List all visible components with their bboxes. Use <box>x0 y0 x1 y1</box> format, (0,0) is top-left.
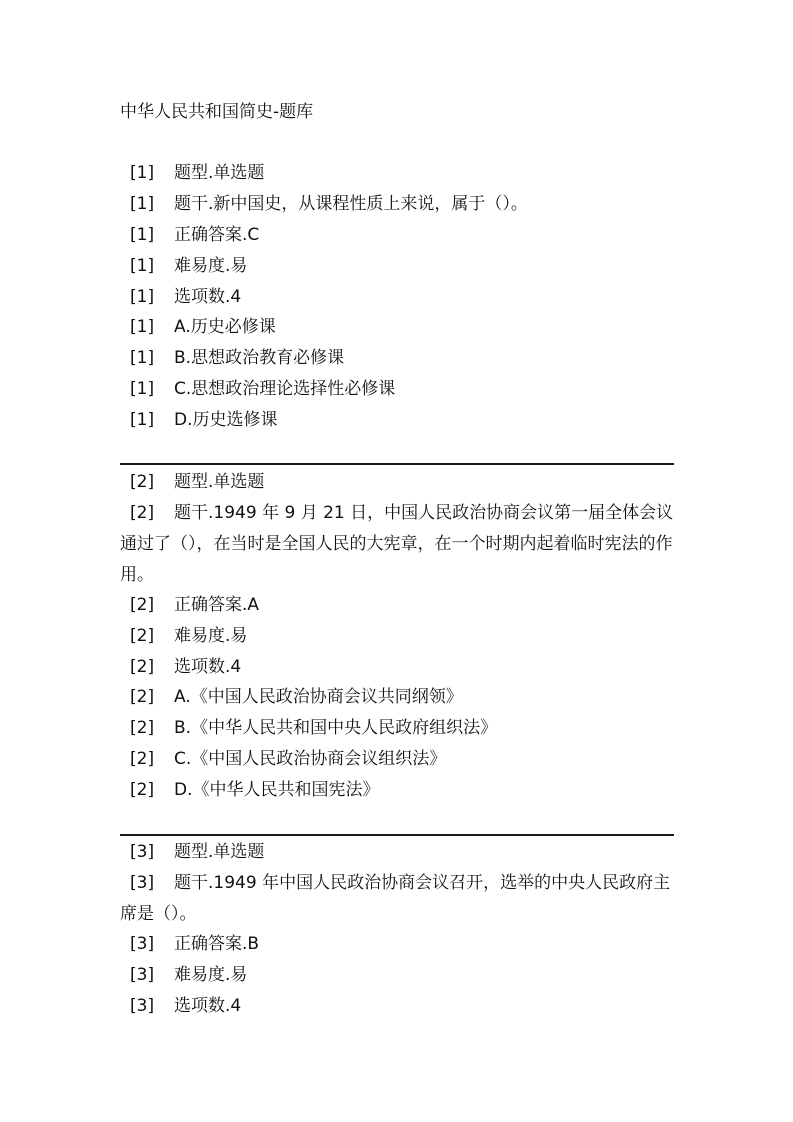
option-row <box>120 744 680 775</box>
question-number: [2] <box>130 503 155 523</box>
question-number: [2] <box>130 780 155 800</box>
question-number: [2] <box>130 687 155 707</box>
option-count: 选项数.4 <box>174 996 242 1016</box>
option-row <box>120 682 680 713</box>
option-a: A.《中国人民政治协商会议共同纲领》 <box>174 687 463 707</box>
question-stem-row <box>120 498 676 591</box>
option-d: D.历史选修课 <box>174 410 278 430</box>
option-d: D.《中华人民共和国宪法》 <box>174 780 380 800</box>
option-count-row <box>120 282 680 313</box>
option-row <box>120 312 680 343</box>
option-a: A.历史必修课 <box>174 317 276 337</box>
option-row <box>120 775 680 806</box>
question-number: [1] <box>130 410 155 430</box>
question-number: [3] <box>130 965 155 985</box>
question-number: [1] <box>130 194 155 214</box>
difficulty-row <box>120 960 680 991</box>
difficulty-row <box>120 621 680 652</box>
option-b: B.《中华人民共和国中央人民政府组织法》 <box>174 718 498 738</box>
question-number: [3] <box>130 873 155 893</box>
option-c: C.思想政治理论选择性必修课 <box>174 379 396 399</box>
question-number: [2] <box>130 657 155 677</box>
option-row <box>120 713 680 744</box>
option-b: B.思想政治教育必修课 <box>174 348 345 368</box>
question-type-row <box>120 837 680 868</box>
option-row <box>120 405 680 436</box>
option-row <box>120 343 680 374</box>
question-divider <box>120 463 674 465</box>
option-count: 选项数.4 <box>174 657 242 677</box>
question-number: [2] <box>130 626 155 646</box>
difficulty: 难易度.易 <box>174 626 248 646</box>
question-number: [1] <box>130 348 155 368</box>
question-number: [2] <box>130 472 155 492</box>
question-type-row <box>120 158 680 189</box>
correct-answer: 正确答案.B <box>174 934 260 954</box>
answer-row <box>120 220 680 251</box>
answer-row <box>120 929 680 960</box>
question-number: [1] <box>130 256 155 276</box>
question-stem-row <box>120 189 680 220</box>
document-title: 中华人民共和国简史-题库 <box>120 102 314 122</box>
option-count: 选项数.4 <box>174 287 242 307</box>
question-stem: 题干.新中国史，从课程性质上来说，属于（）。 <box>174 194 528 214</box>
question-type: 题型.单选题 <box>174 472 265 492</box>
answer-row <box>120 590 680 621</box>
option-count-row <box>120 991 680 1022</box>
difficulty: 难易度.易 <box>174 256 248 276</box>
question-type: 题型.单选题 <box>174 842 265 862</box>
difficulty-row <box>120 251 680 282</box>
question-stem: 题干.1949 年 9 月 21 日，中国人民政治协商会议第一届全体会议通过了（），在当时是全国人民的大宪章，在一个时期内起着临时宪法的作用。 <box>120 503 674 585</box>
question-number: [1] <box>130 379 155 399</box>
question-number: [1] <box>130 317 155 337</box>
question-number: [1] <box>130 287 155 307</box>
question-number: [3] <box>130 996 155 1016</box>
question-type-row <box>120 467 680 498</box>
difficulty: 难易度.易 <box>174 965 248 985</box>
option-c: C.《中国人民政治协商会议组织法》 <box>174 749 447 769</box>
question-type: 题型.单选题 <box>174 163 265 183</box>
question-number: [2] <box>130 595 155 615</box>
correct-answer: 正确答案.C <box>174 225 260 245</box>
question-number: [3] <box>130 842 155 862</box>
question-divider <box>120 834 674 836</box>
question-number: [1] <box>130 225 155 245</box>
option-row <box>120 374 680 405</box>
question-number: [1] <box>130 163 155 183</box>
question-stem-row <box>120 868 676 930</box>
question-number: [2] <box>130 718 155 738</box>
question-stem: 题干.1949 年中国人民政治协商会议召开，选举的中央人民政府主席是（）。 <box>120 873 671 924</box>
question-number: [2] <box>130 749 155 769</box>
option-count-row <box>120 652 680 683</box>
correct-answer: 正确答案.A <box>174 595 260 615</box>
question-number: [3] <box>130 934 155 954</box>
